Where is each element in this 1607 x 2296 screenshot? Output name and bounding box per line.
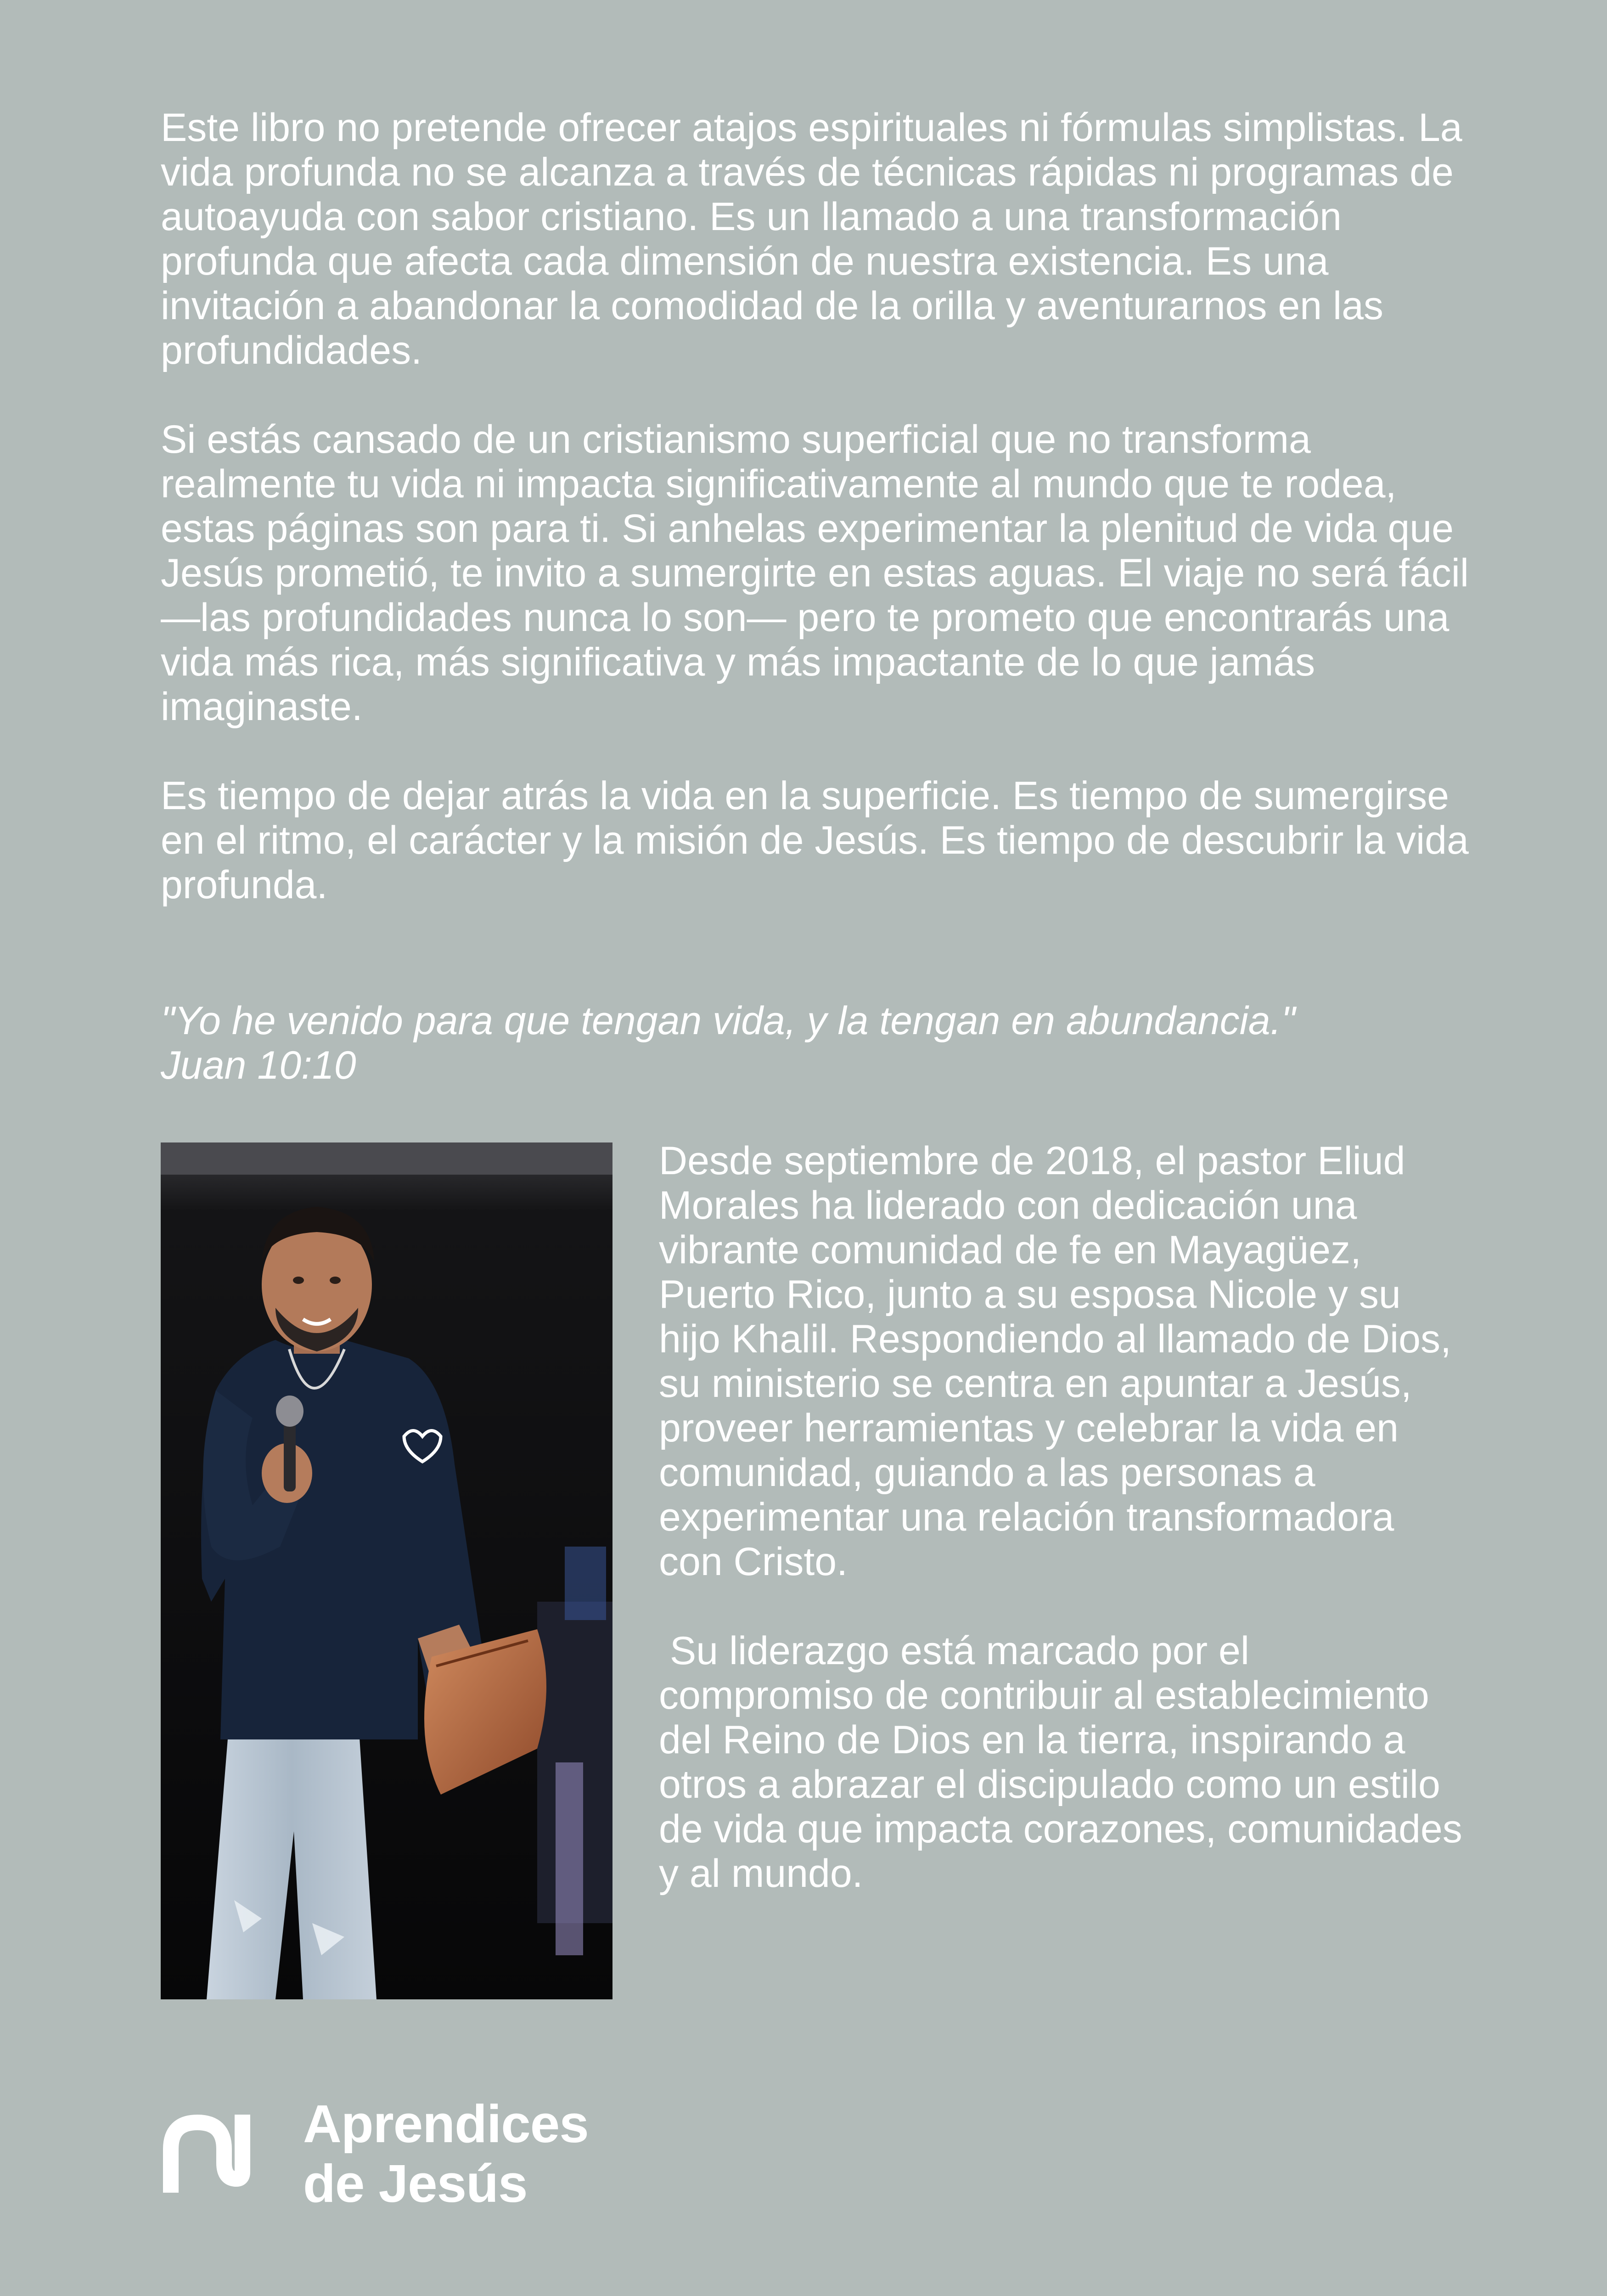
logo-line-1: Aprendices (303, 2094, 589, 2154)
logo-line-2: de Jesús (303, 2154, 528, 2213)
intro-text (161, 106, 1469, 952)
quote-text: "Yo he venido para que tengan vida, y la tengan en abundancia." (161, 999, 1295, 1043)
bio-paragraph-2: Su liderazgo está marcado por el compromiso de contribuir al establecimiento del Reino de Dios en la tierra, inspirando a otros a abrazar el discipulado como un estilo de vida que impacta corazones, comunidades y al mundo. (659, 1629, 1473, 1896)
logo-wordmark (303, 2094, 589, 2213)
intro-paragraph-1: Este libro no pretende ofrecer atajos espirituales ni fórmulas simplistas. La vida profunda no se alcanza a través de técnicas rápidas ni programas de autoayuda con sabor cristiano. Es un llamado a una transformación profunda que afecta cada dimensión de nuestra existencia. Es una invitación a abandonar la comodidad de la orilla y aventurarnos en las profundidades. (161, 106, 1462, 372)
author-photo (161, 1142, 612, 1999)
scripture-quote (161, 999, 1492, 1088)
publisher-logo (161, 2094, 620, 2213)
author-bio (659, 1139, 1473, 1941)
aprendices-logo-mark-icon (161, 2112, 253, 2193)
quote-reference: Juan 10:10 (161, 1043, 356, 1087)
intro-paragraph-2: Si estás cansado de un cristianismo superficial que no transforma realmente tu vida ni impacta significativamente al mundo que te rodea, estas páginas son para ti. Si anhelas experimentar la plenitud de vida que Jesús prometió, te invito a sumergirte en estas aguas. El viaje no será fácil —las profundidades nunca lo son— pero te prometo que encontrarás una vida más rica, más significativa y más impactante de lo que jamás imaginaste. (161, 417, 1469, 729)
intro-paragraph-3: Es tiempo de dejar atrás la vida en la superficie. Es tiempo de sumergirse en el ritmo, el carácter y la misión de Jesús. Es tiempo de descubrir la vida profunda. (161, 774, 1469, 907)
bio-paragraph-1: Desde septiembre de 2018, el pastor Eliud Morales ha liderado con dedicación una vibrante comunidad de fe en Mayagüez, Puerto Rico, junto a su esposa Nicole y su hijo Khalil. Respondiendo al llamado de Dios, su ministerio se centra en apuntar a Jesús, proveer herramientas y celebrar la vida en comunidad, guiando a las personas a experimentar una relación transformadora con Cristo. (659, 1139, 1451, 1584)
author-photo-illustration (161, 1142, 612, 1999)
